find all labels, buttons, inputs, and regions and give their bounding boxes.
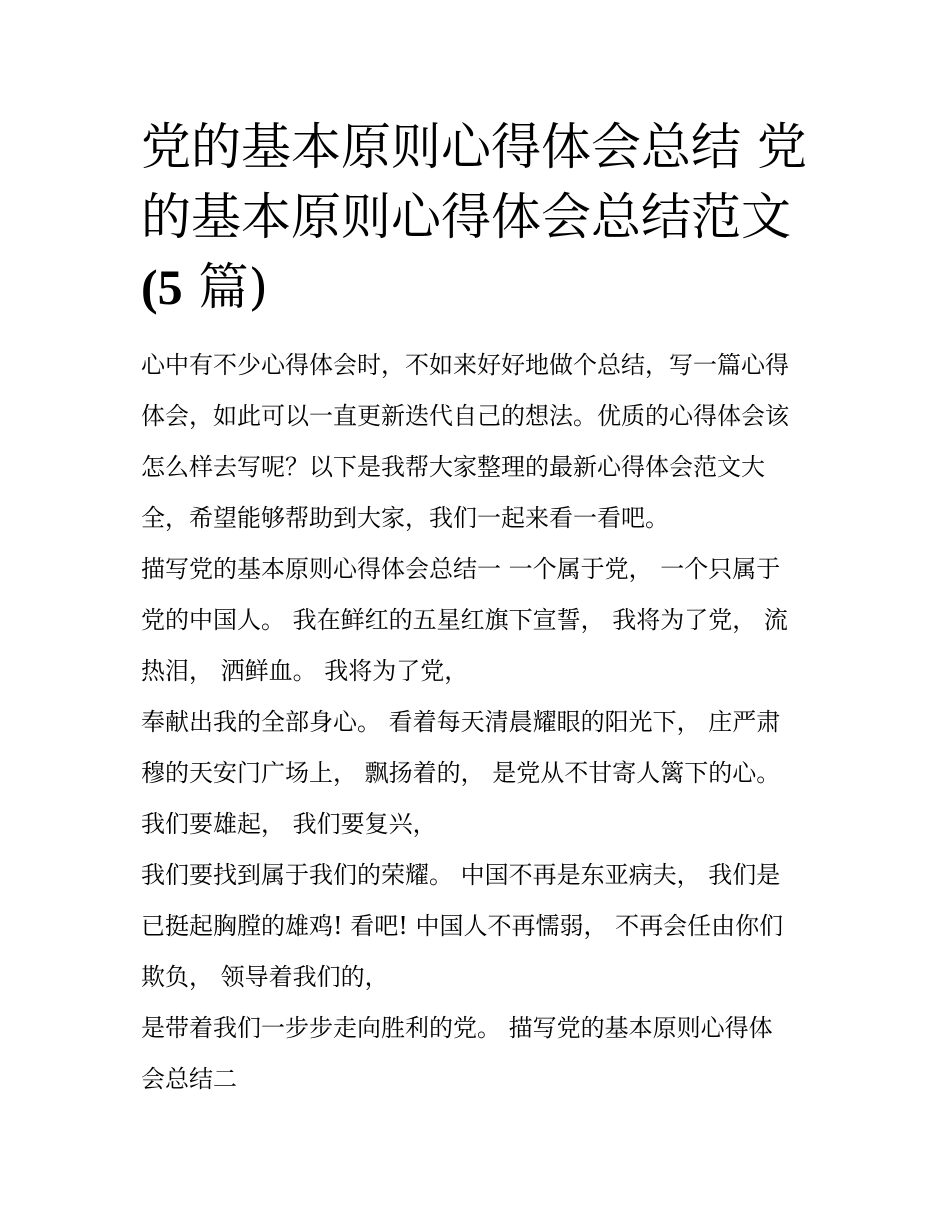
paragraph-line: 我们要找到属于我们的荣耀。 中国不再是东亚病夫， 我们是 [141, 861, 781, 889]
title-line-2: 的基本原则心得体会总结范文 [141, 188, 791, 246]
paragraph-section-one [141, 544, 821, 697]
paragraph-line: 党的中国人。 我在鲜红的五星红旗下宣誓， 我将为了党， 流 [141, 606, 788, 634]
title-line-3 [141, 252, 821, 322]
paragraph-line: 全，希望能够帮助到大家，我们一起来看一看吧。 [141, 504, 669, 532]
paragraph-line: 是带着我们一步步走向胜利的党。 描写党的基本原则心得体 [141, 1014, 773, 1042]
paragraph-line: 我们要雄起， 我们要复兴， [141, 810, 437, 838]
paragraph-line: 欺负， 领导着我们的， [141, 963, 389, 991]
paragraph-glory [141, 850, 821, 1003]
title-count: (5 [141, 259, 183, 315]
paragraph-intro [141, 340, 821, 544]
paragraph-line: 怎么样去写呢？以下是我帮大家整理的最新心得体会范文大 [141, 453, 765, 481]
paragraph-line: 描写党的基本原则心得体会总结一 一个属于党， 一个只属于 [141, 555, 781, 583]
paragraph-line: 穆的天安门广场上， 飘扬着的， 是党从不甘寄人篱下的心。 [141, 759, 781, 787]
paragraph-line: 已挺起胸膛的雄鸡! 看吧! 中国人不再懦弱， 不再会任由你们 [141, 912, 784, 940]
paragraph-devotion [141, 697, 821, 850]
title-line-1: 党的基本原则心得体会总结 党 [141, 118, 807, 176]
paragraph-line: 会总结二 [141, 1065, 237, 1093]
paragraph-line: 奉献出我的全部身心。 看着每天清晨耀眼的阳光下， 庄严肃 [141, 708, 781, 736]
paragraph-victory [141, 1003, 821, 1105]
paragraph-line: 心中有不少心得体会时，不如来好好地做个总结，写一篇心得 [141, 351, 789, 379]
document-title [141, 112, 821, 322]
document-content [141, 112, 821, 1105]
paragraph-line: 热泪， 洒鲜血。 我将为了党， [141, 657, 469, 685]
title-count-unit: 篇) [182, 258, 269, 316]
paragraph-line: 体会，如此可以一直更新迭代自己的想法。优质的心得体会该 [141, 402, 789, 430]
